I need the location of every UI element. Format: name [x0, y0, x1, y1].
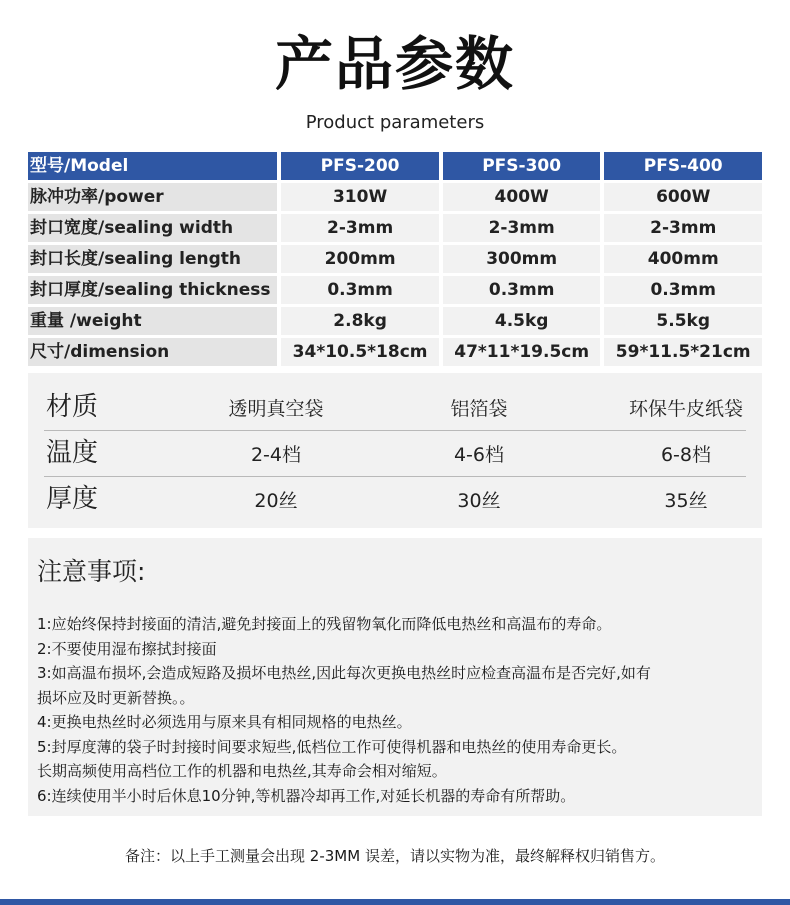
footer-remark: 备注：以上手工测量会出现 2-3MM 误差，请以实物为准，最终解释权归销售方。	[125, 847, 665, 865]
notes-line: 4:更换电热丝时必须选用与原来具有相同规格的电热丝。	[37, 713, 412, 731]
spec-cell: 5.5kg	[604, 307, 762, 335]
spec-cell: 34*10.5*18cm	[281, 338, 439, 366]
material-cell: 30丝	[457, 490, 501, 512]
spec-cell: 300mm	[443, 245, 601, 273]
notes-line: 损坏应及时更新替换。。	[37, 688, 195, 707]
notes-panel	[28, 538, 762, 816]
spec-cell: 400mm	[604, 245, 762, 273]
spec-row-weight	[28, 307, 762, 338]
bottom-divider	[0, 899, 790, 905]
notes-line: 3:如高温布损坏,会造成短路及损坏电热丝,因此每次更换电热丝时应检查高温布是否完好,如有	[37, 664, 651, 682]
spec-table	[28, 152, 762, 369]
spec-cell: 400W	[443, 183, 601, 211]
material-cell: 6-8档	[660, 444, 712, 466]
material-table	[28, 373, 762, 528]
spec-row-sealing-width	[28, 214, 762, 245]
material-row-thickness	[44, 479, 746, 525]
material-row-label: 温度	[46, 438, 99, 468]
notes-line: 2:不要使用湿布擦拭封接面	[37, 639, 217, 658]
spec-cell: 0.3mm	[281, 276, 439, 304]
notes-line: 长期高频使用高档位工作的机器和电热丝,其寿命会相对缩短。	[37, 762, 447, 780]
spec-cell: 59*11.5*21cm	[604, 338, 762, 366]
spec-row-label: 重量 /weight	[28, 307, 277, 335]
spec-cell: 310W	[281, 183, 439, 211]
notes-line: 6:连续使用半小时后休息10分钟,等机器冷却再工作,对延长机器的寿命有所帮助。	[37, 786, 576, 805]
spec-cell: 2-3mm	[604, 214, 762, 242]
spec-cell: 600W	[604, 183, 762, 211]
spec-cell: 47*11*19.5cm	[443, 338, 601, 366]
spec-row-label: 封口宽度/sealing width	[28, 214, 277, 242]
page-subtitle: Product parameters	[305, 112, 485, 133]
material-cell: 20丝	[254, 490, 298, 512]
material-cell: 环保牛皮纸袋	[628, 398, 743, 420]
spec-table-header	[28, 152, 762, 183]
material-row-label: 材质	[46, 392, 99, 422]
spec-row-sealing-thickness	[28, 276, 762, 307]
material-cell: 透明真空袋	[228, 398, 324, 420]
spec-header-pfs300: PFS-300	[443, 152, 601, 180]
row-divider	[44, 430, 746, 431]
material-cell: 2-4档	[250, 444, 302, 466]
notes-title: 注意事项:	[37, 557, 146, 586]
notes-line: 5:封厚度薄的袋子时封接时间要求短些,低档位工作可使得机器和电热丝的使用寿命更长。	[37, 737, 627, 756]
spec-header-pfs200: PFS-200	[281, 152, 439, 180]
material-row-material	[44, 387, 746, 433]
spec-row-label: 封口厚度/sealing thickness	[28, 276, 277, 304]
spec-cell: 2-3mm	[443, 214, 601, 242]
spec-cell: 2-3mm	[281, 214, 439, 242]
material-cell: 铝箔袋	[450, 398, 508, 420]
spec-row-label: 脉冲功率/power	[28, 183, 277, 211]
spec-cell: 4.5kg	[443, 307, 601, 335]
spec-cell: 0.3mm	[443, 276, 601, 304]
material-cell: 35丝	[664, 490, 708, 512]
notes-line: 1:应始终保持封接面的清洁,避免封接面上的残留物氧化而降低电热丝和高温布的寿命。	[37, 615, 612, 633]
spec-header-model: 型号/Model	[28, 152, 277, 180]
row-divider	[44, 476, 746, 477]
spec-cell: 200mm	[281, 245, 439, 273]
material-row-temperature	[44, 433, 746, 479]
spec-row-sealing-length	[28, 245, 762, 276]
spec-header-pfs400: PFS-400	[604, 152, 762, 180]
spec-cell: 2.8kg	[281, 307, 439, 335]
material-cell: 4-6档	[453, 444, 505, 466]
page-title: 产品参数	[274, 30, 515, 98]
spec-cell: 0.3mm	[604, 276, 762, 304]
spec-row-label: 尺寸/dimension	[28, 338, 277, 366]
material-row-label: 厚度	[46, 484, 99, 514]
spec-row-label: 封口长度/sealing length	[28, 245, 277, 273]
spec-row-dimension	[28, 338, 762, 369]
spec-row-power	[28, 183, 762, 214]
